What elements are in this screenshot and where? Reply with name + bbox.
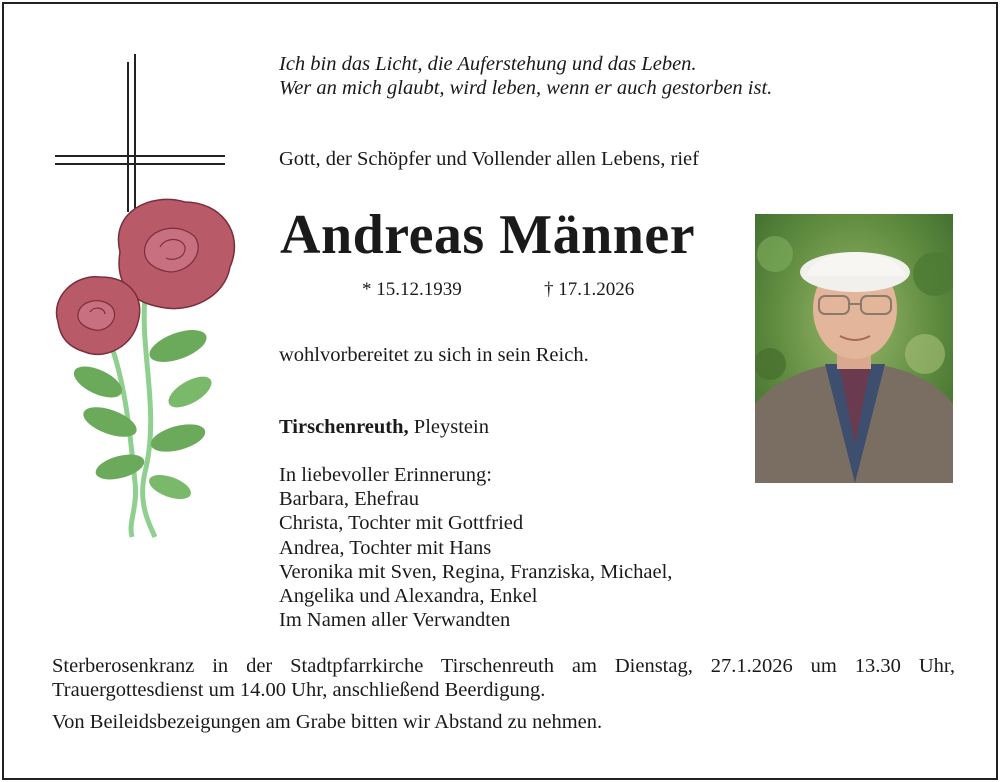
places <box>279 416 489 439</box>
mourner-line: Andrea, Tochter mit Hans <box>279 536 492 559</box>
verse-line-2: Wer an mich glaubt, wird leben, wenn er auch gestorben ist. <box>279 77 773 99</box>
portrait-photo <box>755 214 953 483</box>
mourner-line: Veronika mit Sven, Regina, Franziska, Michael, <box>279 560 673 583</box>
mourner-line: Christa, Tochter mit Gottfried <box>279 512 524 535</box>
cross-icon <box>55 54 225 212</box>
birth-date: * 15.12.1939 <box>362 279 462 300</box>
place-main: Tirschenreuth, <box>279 416 409 438</box>
mourner-line: Angelika und Alexandra, Enkel <box>279 585 538 608</box>
mourners-list <box>279 463 672 632</box>
cross-roses-illustration <box>50 52 250 552</box>
funeral-line-1: Sterberosenkranz in der Stadtpfarrkirche Tirschenreuth am Dienstag, 27.1.2026 um 13.30 Uhr, <box>52 655 955 677</box>
death-date: † 17.1.2026 <box>544 279 635 300</box>
verse-line-1: Ich bin das Licht, die Auferstehung und das Leben. <box>279 53 697 75</box>
place-secondary: Pleystein <box>413 416 489 438</box>
mourner-line: Im Namen aller Verwandten <box>279 609 511 632</box>
roses-icon <box>56 199 234 537</box>
bible-verse <box>279 52 772 100</box>
intro-text: Gott, der Schöpfer und Vollender allen Lebens, rief <box>279 148 699 170</box>
mourner-line: In liebevoller Erinnerung: <box>279 464 492 486</box>
funeral-details <box>52 654 955 702</box>
mourner-line: Barbara, Ehefrau <box>279 488 419 511</box>
closing-text: Von Beileidsbezeigungen am Grabe bitten wir Abstand zu nehmen. <box>52 711 603 733</box>
called-home-text: wohlvorbereitet zu sich in sein Reich. <box>279 344 589 366</box>
funeral-line-2: Trauergottesdienst um 14.00 Uhr, anschließend Beerdigung. <box>52 679 546 701</box>
deceased-name: Andreas Männer <box>280 204 696 266</box>
obituary-notice <box>2 2 998 780</box>
